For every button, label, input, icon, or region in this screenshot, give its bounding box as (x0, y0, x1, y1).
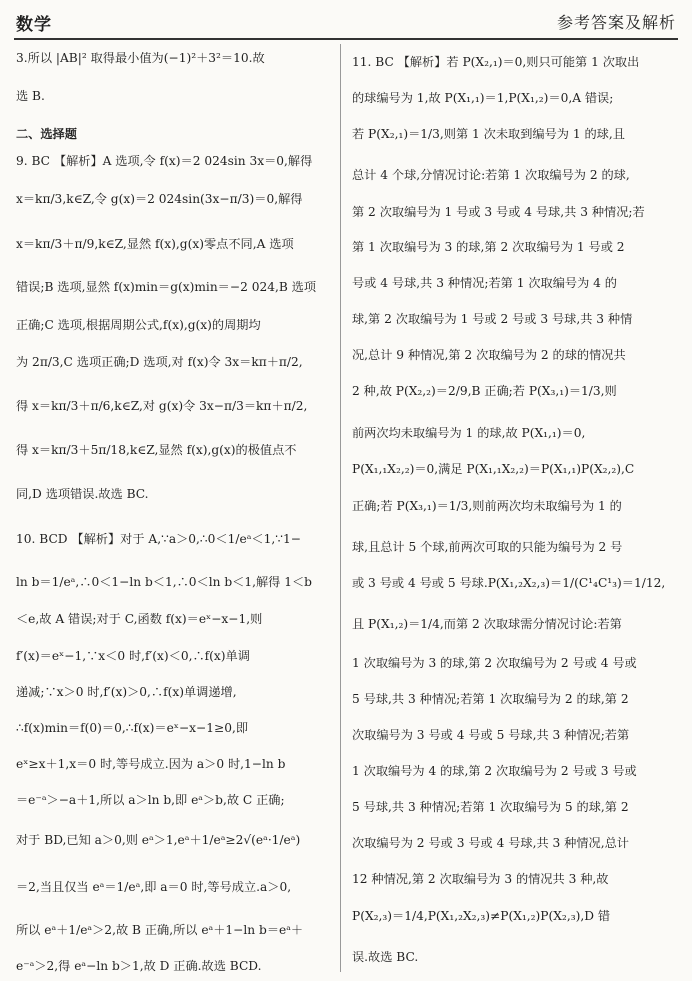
text-line: ＜e,故 A 错误;对于 C,函数 f(x)＝eˣ−x−1,则 (16, 612, 263, 626)
text-line: 12 种情况,第 2 次取编号为 3 的情况共 3 种,故 (352, 872, 609, 886)
text-line: 得 x＝kπ/3＋5π/18,k∈Z,显然 f(x),g(x)的极值点不 (16, 443, 297, 457)
text-line: 第 1 次取编号为 3 的球,第 2 次取编号为 1 号或 2 (352, 240, 625, 254)
text-line: 号或 4 号球,共 3 种情况;若第 1 次取编号为 4 的 (352, 276, 617, 290)
text-line: 第 2 次取编号为 1 号或 3 号或 4 号球,共 3 种情况;若 (352, 205, 645, 219)
text-line: 或 3 号或 4 号或 5 号球.P(X₁,₂X₂,₃)＝1/(C¹₄C¹₃)＝1/12, (352, 576, 666, 590)
section-title: 参考答案及解析 (556, 13, 676, 32)
text-line: P(X₂,₃)＝1/4,P(X₁,₂X₂,₃)≠P(X₁,₂)P(X₂,₃),D 错 (352, 909, 611, 923)
text-line: 况,总计 9 种情况,第 2 次取编号为 2 的球的情况共 (352, 348, 626, 362)
text-line: eˣ≥x＋1,x＝0 时,等号成立.因为 a＞0 时,1−ln b (16, 757, 286, 771)
text-line: 总计 4 个球,分情况讨论:若第 1 次取编号为 2 的球, (352, 168, 630, 182)
text-line: e⁻ᵃ＞2,得 eᵃ−ln b＞1,故 D 正确.故选 BCD. (16, 959, 262, 973)
text-line: 前两次均未取编号为 1 的球,故 P(X₁,₁)＝0, (352, 426, 586, 440)
section-heading: 二、选择题 (16, 127, 77, 141)
text-line: 误.故选 BC. (352, 950, 419, 964)
subject-title: 数学 (16, 15, 52, 35)
text-line: 9. BC 【解析】A 选项,令 f(x)＝2 024sin 3x＝0,解得 (16, 154, 313, 168)
text-line: 1 次取编号为 4 的球,第 2 次取编号为 2 号或 3 号或 (352, 764, 637, 778)
text-line: 5 号球,共 3 种情况;若第 1 次取编号为 5 的球,第 2 (352, 800, 629, 814)
text-line: 递减;∵x＞0 时,f′(x)＞0,∴f(x)单调递增, (16, 685, 237, 699)
text-line: 1 次取编号为 3 的球,第 2 次取编号为 2 号或 4 号或 (352, 656, 637, 670)
text-line: P(X₁,₁X₂,₂)＝0,满足 P(X₁,₁X₂,₂)＝P(X₁,₁)P(X₂,₂),C (352, 462, 635, 476)
text-line: 得 x＝kπ/3＋π/6,k∈Z,对 g(x)令 3x−π/3＝kπ＋π/2, (16, 399, 308, 413)
text-line: 球,且总计 5 个球,前两次可取的只能为编号为 2 号 (352, 540, 623, 554)
text-line: 2 种,故 P(X₂,₂)＝2/9,B 正确;若 P(X₃,₁)＝1/3,则 (352, 384, 617, 398)
text-line: 若 P(X₂,₁)＝1/3,则第 1 次未取到编号为 1 的球,且 (352, 127, 625, 141)
text-line: 3.所以 |AB|² 取得最小值为(−1)²＋3²＝10.故 (16, 51, 265, 65)
text-line: 所以 eᵃ＋1/eᵃ＞2,故 B 正确,所以 eᵃ＋1−ln b＝eᵃ＋ (16, 923, 304, 937)
text-line: 同,D 选项错误.故选 BC. (16, 487, 149, 501)
text-line: 11. BC 【解析】若 P(X₂,₁)＝0,则只可能第 1 次取出 (352, 55, 640, 69)
text-line: 错误;B 选项,显然 f(x)min＝g(x)min＝−2 024,B 选项 (16, 280, 317, 294)
text-line: x＝kπ/3,k∈Z,令 g(x)＝2 024sin(3x−π/3)＝0,解得 (16, 192, 303, 206)
text-line: 对于 BD,已知 a＞0,则 eᵃ＞1,eᵃ＋1/eᵃ≥2√(eᵃ·1/eᵃ) (16, 833, 301, 847)
header-rule (14, 38, 678, 40)
text-line: 为 2π/3,C 选项正确;D 选项,对 f(x)令 3x＝kπ＋π/2, (16, 355, 303, 369)
text-line: 5 号球,共 3 种情况;若第 1 次取编号为 2 的球,第 2 (352, 692, 629, 706)
text-line: 正确;若 P(X₃,₁)＝1/3,则前两次均未取编号为 1 的 (352, 499, 622, 513)
column-divider (340, 44, 341, 972)
text-line: ∴f(x)min＝f(0)＝0,∴f(x)＝eˣ−x−1≥0,即 (16, 721, 249, 735)
text-line: ＝2,当且仅当 eᵃ＝1/eᵃ,即 a＝0 时,等号成立.a＞0, (16, 880, 292, 894)
text-line: 且 P(X₁,₂)＝1/4,而第 2 次取球需分情况讨论:若第 (352, 617, 622, 631)
text-line: 球,第 2 次取编号为 1 号或 2 号或 3 号球,共 3 种情 (352, 312, 633, 326)
text-line: ＝e⁻ᵃ＞−a＋1,所以 a＞ln b,即 eᵃ＞b,故 C 正确; (16, 793, 285, 807)
text-line: 次取编号为 2 号或 3 号或 4 号球,共 3 种情况,总计 (352, 836, 629, 850)
text-line: 正确;C 选项,根据周期公式,f(x),g(x)的周期均 (16, 318, 261, 332)
text-line: x＝kπ/3＋π/9,k∈Z,显然 f(x),g(x)零点不同,A 选项 (16, 237, 294, 251)
text-line: 次取编号为 3 号或 4 号或 5 号球,共 3 种情况;若第 (352, 728, 630, 742)
text-line: 选 B. (16, 89, 45, 103)
text-line: 的球编号为 1,故 P(X₁,₁)＝1,P(X₁,₂)＝0,A 错误; (352, 91, 614, 105)
text-line: ln b＝1/eᵃ,∴0＜1−ln b＜1,∴0＜ln b＜1,解得 1＜b (16, 575, 312, 589)
text-line: 10. BCD 【解析】对于 A,∵a＞0,∴0＜1/eᵃ＜1,∵1− (16, 532, 301, 546)
text-line: f′(x)＝eˣ−1,∵x＜0 时,f′(x)＜0,∴f(x)单调 (16, 649, 250, 663)
page-header (14, 6, 678, 36)
